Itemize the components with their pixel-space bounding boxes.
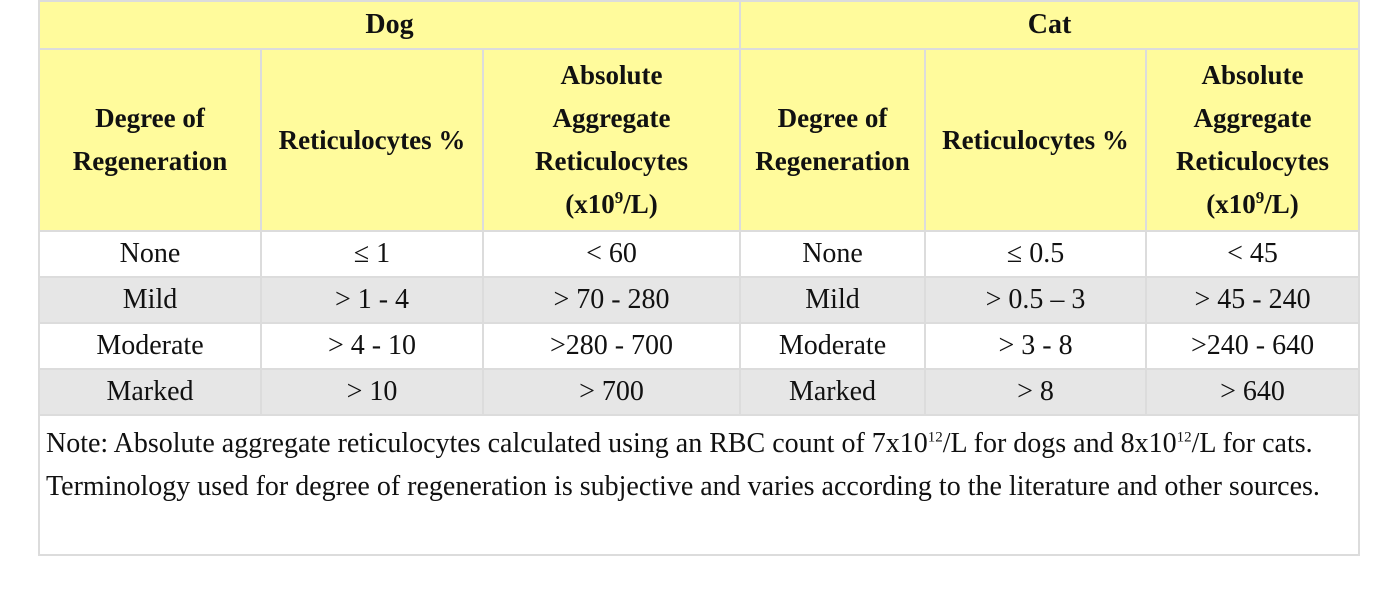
cat-absolute-header — [1146, 49, 1359, 231]
species-header-row — [39, 1, 1359, 49]
table-row — [39, 231, 1359, 277]
cat-pct-cell: ≤ 0.5 — [925, 231, 1146, 277]
cat-abs-cell: < 45 — [1146, 231, 1359, 277]
table-row — [39, 369, 1359, 415]
absolute-header-line2: Aggregate — [552, 103, 671, 133]
table-note: Note: Absolute aggregate reticulocytes calculated using an RBC count of $7x10^{12}/L$ for dogs and $8x10^{12}/L$ for cats. Terminology used for degree of regeneration is subjective and varies according to the literature and other sources. — [39, 415, 1359, 555]
column-header-row — [39, 49, 1359, 231]
absolute-header-unit: $(x10^9/L)$ — [1206, 188, 1299, 219]
absolute-header-line2: Aggregate — [1193, 103, 1312, 133]
dog-degree-cell: None — [39, 231, 261, 277]
cat-retic-pct-header: Reticulocytes % — [925, 49, 1146, 231]
reticulocyte-table — [38, 0, 1360, 556]
cat-pct-cell: > 3 - 8 — [925, 323, 1146, 369]
dog-pct-cell: > 1 - 4 — [261, 277, 483, 323]
absolute-header-unit: $(x10^9/L)$ — [565, 188, 658, 219]
cat-abs-cell: >240 - 640 — [1146, 323, 1359, 369]
dog-pct-cell: > 4 - 10 — [261, 323, 483, 369]
degree-header-line2: Regeneration — [72, 146, 228, 176]
dog-pct-cell: ≤ 1 — [261, 231, 483, 277]
dog-pct-cell: > 10 — [261, 369, 483, 415]
degree-header-line1: Degree of — [777, 103, 888, 133]
absolute-header-line3: Reticulocytes — [1176, 146, 1329, 176]
dog-degree-cell: Marked — [39, 369, 261, 415]
cat-degree-cell: None — [740, 231, 925, 277]
dog-abs-cell: > 700 — [483, 369, 740, 415]
species-header-dog: Dog — [39, 1, 740, 49]
dog-degree-cell: Moderate — [39, 323, 261, 369]
dog-absolute-header — [483, 49, 740, 231]
cat-degree-cell: Moderate — [740, 323, 925, 369]
absolute-header-line1: Absolute — [1201, 60, 1304, 90]
table-row — [39, 323, 1359, 369]
species-header-cat: Cat — [740, 1, 1359, 49]
dog-retic-pct-header: Reticulocytes % — [261, 49, 483, 231]
cat-abs-cell: > 45 - 240 — [1146, 277, 1359, 323]
table-row — [39, 277, 1359, 323]
cat-abs-cell: > 640 — [1146, 369, 1359, 415]
dog-abs-cell: < 60 — [483, 231, 740, 277]
dog-abs-cell: >280 - 700 — [483, 323, 740, 369]
absolute-header-line3: Reticulocytes — [535, 146, 688, 176]
cat-degree-cell: Marked — [740, 369, 925, 415]
dog-abs-cell: > 70 - 280 — [483, 277, 740, 323]
degree-header-line2: Regeneration — [755, 146, 910, 176]
reticulocyte-table-container — [38, 0, 1358, 556]
cat-pct-cell: > 0.5 – 3 — [925, 277, 1146, 323]
cat-degree-header — [740, 49, 925, 231]
note-row — [39, 415, 1359, 555]
degree-header-line1: Degree of — [95, 103, 205, 133]
cat-degree-cell: Mild — [740, 277, 925, 323]
cat-pct-cell: > 8 — [925, 369, 1146, 415]
dog-degree-header — [39, 49, 261, 231]
absolute-header-line1: Absolute — [560, 60, 663, 90]
dog-degree-cell: Mild — [39, 277, 261, 323]
